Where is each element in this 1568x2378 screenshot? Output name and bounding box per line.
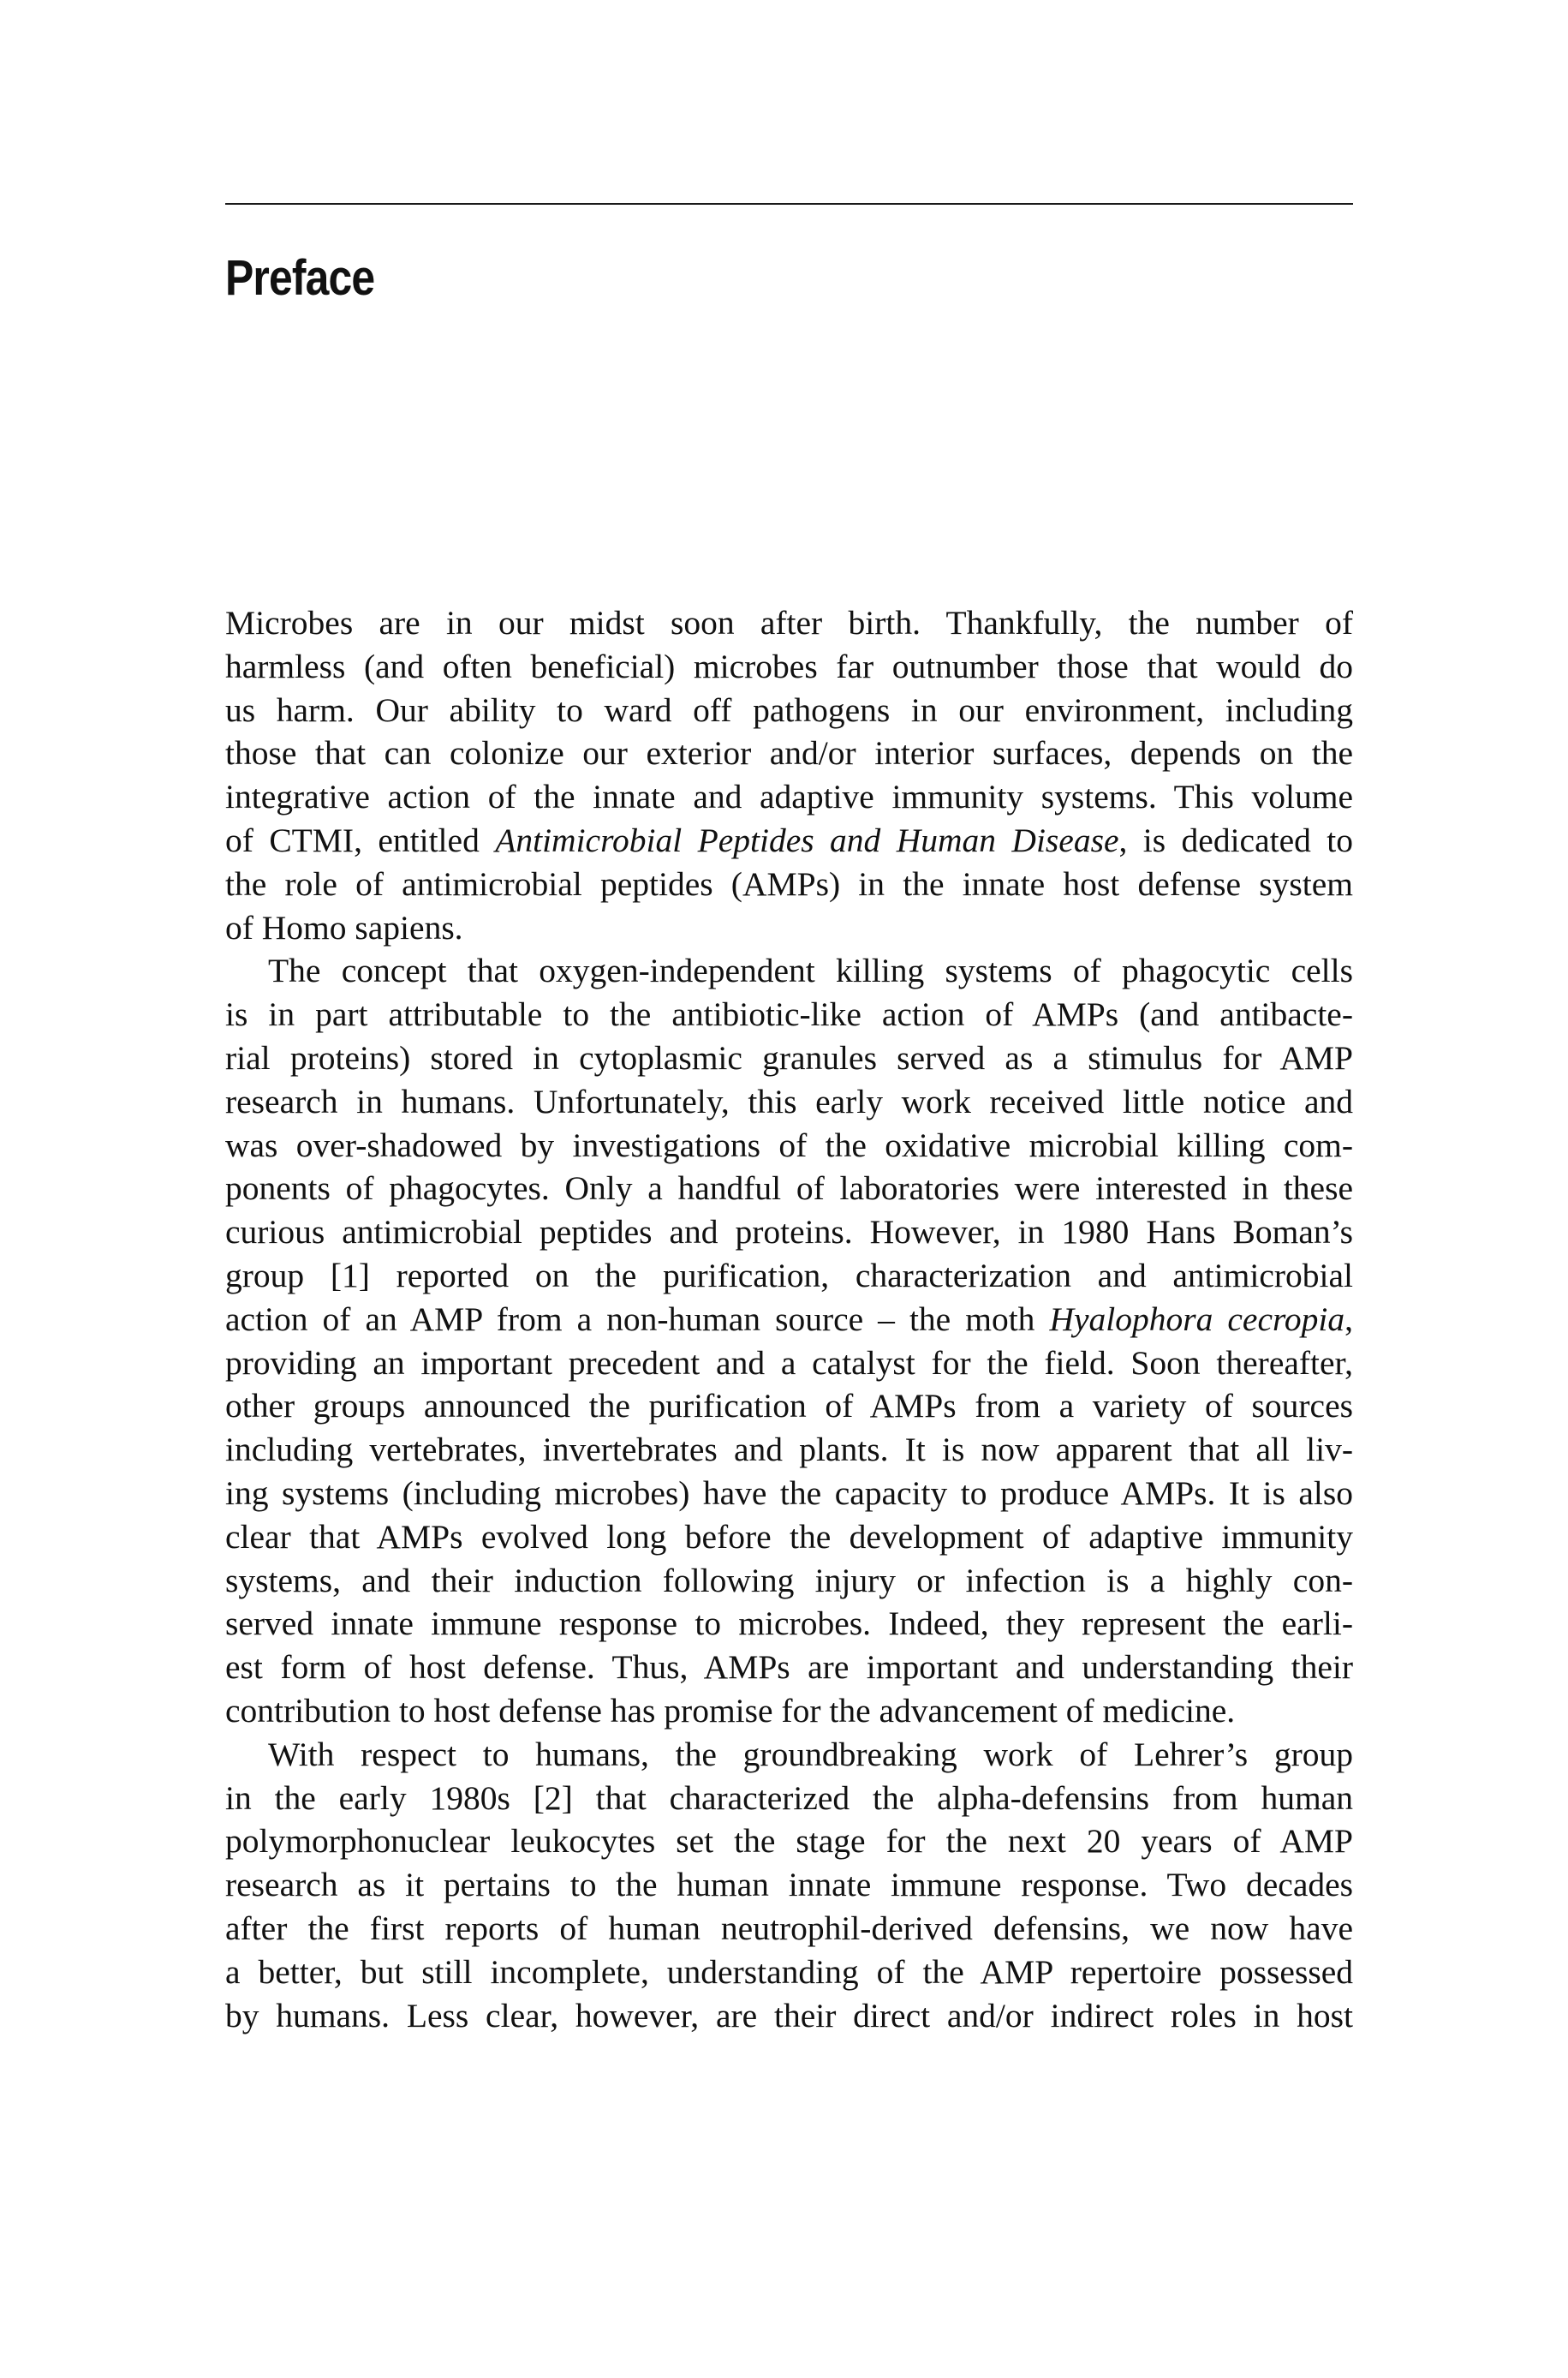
text-run: ing systems (including microbes) have the capacity to produce AMPs. It is also [225,1473,1353,1512]
text-run: est form of host defense. Thus, AMPs are important and understanding their [225,1648,1353,1687]
text-run: , [1344,1300,1353,1338]
text-run: is in part attributable to the antibiotic-like action of AMPs (and antibacte- [225,995,1353,1034]
paragraph [225,949,1353,1732]
text-line [225,1994,1353,2038]
page-title: Preface [225,250,375,306]
text-run: rial proteins) stored in cytoplasmic granules served as a stimulus for AMP [225,1038,1353,1077]
text-line [225,1384,1353,1428]
paragraph [225,601,1353,949]
text-line [225,1341,1353,1385]
text-run: systems, and their induction following injury or infection is a highly con- [225,1561,1353,1599]
text-line [225,645,1353,689]
text-line [225,906,1353,950]
text-run: The concept that oxygen-independent killing systems of phagocytic cells [268,952,1353,990]
text-run: research as it pertains to the human innate immune response. Two decades [225,1866,1353,1904]
text-run: polymorphonuclear leukocytes set the stage for the next 20 years of AMP [225,1822,1353,1861]
text-run: clear that AMPs evolved long before the development of adaptive immunity [225,1517,1353,1556]
text-line [225,1037,1353,1080]
text-run: those that can colonize our exterior and/or interior surfaces, depends on the [225,734,1353,773]
text-run: contribution to host defense has promise for the advancement of medicine. [225,1691,1236,1730]
text-run: the role of antimicrobial peptides (AMPs) in the innate host defense system [225,864,1353,903]
text-line [225,1298,1353,1341]
text-line [225,1472,1353,1515]
italic-title: Hyalophora cecropia [1049,1300,1345,1338]
text-run: in the early 1980s [2] that characterized the alpha-defensins from human [225,1778,1353,1817]
text-run: us harm. Our ability to ward off pathogens in our environment, including [225,690,1353,729]
text-line [225,949,1353,993]
text-run: , is dedicated to [1118,821,1353,859]
text-line [225,1254,1353,1298]
text-line [225,1777,1353,1820]
text-line [225,1646,1353,1689]
text-run: served innate immune response to microbes. Indeed, they represent the earli- [225,1604,1353,1643]
text-line [225,993,1353,1037]
text-run: curious antimicrobial peptides and proteins. However, in 1980 Hans Boman’s [225,1213,1353,1252]
text-line [225,1124,1353,1168]
text-line [225,1210,1353,1254]
italic-title: Antimicrobial Peptides and Human Disease [495,821,1119,859]
text-line [225,1428,1353,1472]
text-run: action of an AMP from a non-human source – the moth [225,1300,1050,1338]
text-run: With respect to humans, the groundbreaking work of Lehrer’s group [268,1735,1353,1773]
heading-rule [225,203,1353,205]
text-line [225,775,1353,819]
text-run: of Homo sapiens. [225,908,463,947]
text-run: harmless (and often beneficial) microbes far outnumber those that would do [225,647,1353,685]
text-run: group [1] reported on the purification, characterization and antimicrobial [225,1256,1353,1294]
text-line [225,1559,1353,1603]
text-line [225,1907,1353,1951]
text-line [225,863,1353,906]
text-line [225,1951,1353,1994]
text-run: was over-shadowed by investigations of the oxidative microbial killing com- [225,1126,1353,1164]
text-run: providing an important precedent and a catalyst for the field. Soon thereafter, [225,1343,1353,1382]
text-run: research in humans. Unfortunately, this early work received little notice and [225,1082,1353,1120]
text-line [225,1689,1353,1733]
text-run: Microbes are in our midst soon after birth. Thankfully, the number of [225,604,1353,642]
body-text [225,601,1353,2037]
text-run: including vertebrates, invertebrates and plants. It is now apparent that all liv- [225,1431,1353,1469]
text-line [225,689,1353,732]
text-run: after the first reports of human neutrophil-derived defensins, we now have [225,1909,1353,1947]
text-line [225,1080,1353,1124]
text-line [225,1602,1353,1646]
text-run: of CTMI, entitled [225,821,496,859]
text-run: other groups announced the purification of AMPs from a variety of sources [225,1387,1353,1425]
text-line [225,1819,1353,1863]
text-line [225,1733,1353,1777]
paragraph [225,1733,1353,2038]
text-run: ponents of phagocytes. Only a handful of laboratories were interested in these [225,1169,1353,1208]
text-run: a better, but still incomplete, understanding of the AMP repertoire possessed [225,1952,1353,1991]
text-run: integrative action of the innate and adaptive immunity systems. This volume [225,778,1353,816]
text-line [225,1515,1353,1559]
text-line [225,819,1353,863]
text-line [225,732,1353,775]
text-line [225,601,1353,645]
text-line [225,1863,1353,1907]
text-run: by humans. Less clear, however, are their direct and/or indirect roles in host [225,1996,1353,2034]
text-line [225,1167,1353,1210]
